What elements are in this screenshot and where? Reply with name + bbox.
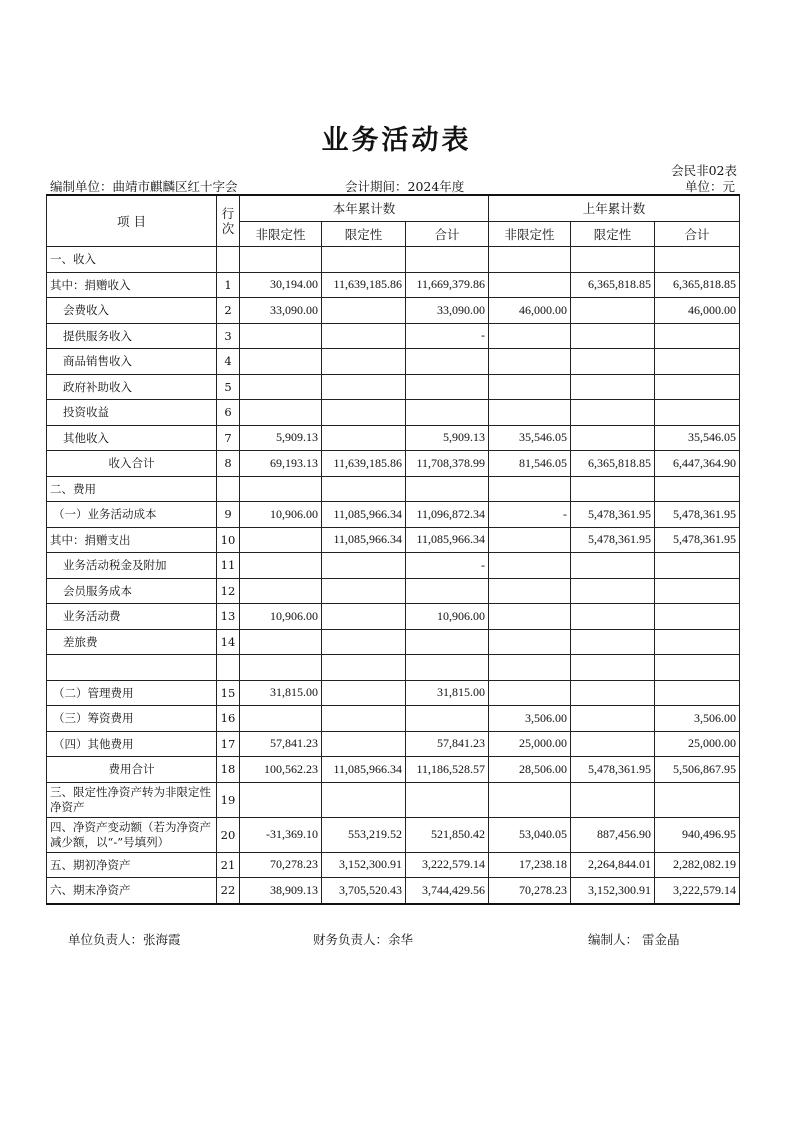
cell-cy-t: [406, 374, 489, 400]
cell-py-r: 5,478,361.95: [571, 502, 655, 528]
cell-cy-r: [322, 247, 406, 273]
report-title: 业务活动表: [321, 125, 472, 156]
cell-cy-u: 10,906.00: [240, 502, 322, 528]
cell-cy-t: 10,906.00: [406, 604, 489, 630]
cell-cy-t: -: [406, 553, 489, 579]
row-label: 四、净资产变动额（若为净资产减少额，以“-”号填列）: [47, 817, 217, 852]
cell-cy-u: 31,815.00: [240, 680, 322, 706]
cell-cy-u: [240, 374, 322, 400]
row-label: 三、限定性净资产转为非限定性净资产: [47, 782, 217, 817]
row-line-number: [217, 655, 240, 681]
row-label: 收入合计: [47, 451, 217, 477]
cell-cy-r: 553,219.52: [322, 817, 406, 852]
cell-py-r: [571, 553, 655, 579]
row-label: （二）管理费用: [47, 680, 217, 706]
table-row: [47, 476, 740, 502]
cell-cy-r: [322, 655, 406, 681]
cell-py-t: 2,282,082.19: [655, 852, 740, 878]
cell-cy-u: 69,193.13: [240, 451, 322, 477]
cell-cy-r: [322, 400, 406, 426]
cell-cy-t: [406, 655, 489, 681]
cell-py-u: 3,506.00: [489, 706, 571, 732]
row-label: 差旅费: [47, 629, 217, 655]
cell-py-u: 17,238.18: [489, 852, 571, 878]
table-row: [47, 782, 740, 817]
row-label: 二、费用: [47, 476, 217, 502]
cell-py-u: [489, 655, 571, 681]
cell-py-r: [571, 731, 655, 757]
cell-py-r: [571, 706, 655, 732]
row-line-number: 8: [217, 451, 240, 477]
cell-py-r: [571, 400, 655, 426]
table-row: [47, 247, 740, 273]
cell-cy-u: [240, 578, 322, 604]
cell-cy-r: [322, 680, 406, 706]
cell-py-t: [655, 629, 740, 655]
unit-label: 单位：元: [684, 179, 735, 194]
row-line-number: 2: [217, 298, 240, 324]
cell-py-r: 2,264,844.01: [571, 852, 655, 878]
cell-cy-t: -: [406, 323, 489, 349]
cell-cy-t: 11,669,379.86: [406, 272, 489, 298]
cell-cy-u: 5,909.13: [240, 425, 322, 451]
cell-py-r: [571, 298, 655, 324]
cell-py-t: [655, 247, 740, 273]
row-line-number: 15: [217, 680, 240, 706]
table-row: [47, 502, 740, 528]
cell-py-u: 46,000.00: [489, 298, 571, 324]
preparer: 编制人： 雷金晶: [588, 932, 680, 947]
cell-cy-t: 31,815.00: [406, 680, 489, 706]
row-line-number: 21: [217, 852, 240, 878]
cell-py-r: 887,456.90: [571, 817, 655, 852]
cell-py-u: [489, 527, 571, 553]
cell-py-u: [489, 578, 571, 604]
cell-cy-t: 57,841.23: [406, 731, 489, 757]
cell-cy-u: 10,906.00: [240, 604, 322, 630]
cell-py-u: [489, 782, 571, 817]
row-line-number: 4: [217, 349, 240, 375]
header-row-1: [47, 195, 740, 221]
form-code: 会民非02表: [671, 163, 737, 178]
table-row: [47, 425, 740, 451]
cell-py-t: [655, 604, 740, 630]
row-label: 商品销售收入: [47, 349, 217, 375]
cell-cy-r: [322, 553, 406, 579]
cell-cy-u: [240, 629, 322, 655]
row-line-number: 18: [217, 757, 240, 783]
cell-cy-t: 33,090.00: [406, 298, 489, 324]
row-line-number: 5: [217, 374, 240, 400]
cell-py-t: 3,506.00: [655, 706, 740, 732]
row-line-number: 7: [217, 425, 240, 451]
cell-py-t: 25,000.00: [655, 731, 740, 757]
row-line-number: 11: [217, 553, 240, 579]
cell-py-t: 5,478,361.95: [655, 502, 740, 528]
table-row: [47, 731, 740, 757]
row-label: 一、收入: [47, 247, 217, 273]
cell-py-r: [571, 604, 655, 630]
cell-cy-u: [240, 553, 322, 579]
row-label: （四）其他费用: [47, 731, 217, 757]
cell-py-t: 46,000.00: [655, 298, 740, 324]
table-row: [47, 553, 740, 579]
row-label: （一）业务活动成本: [47, 502, 217, 528]
cell-py-t: [655, 374, 740, 400]
row-line-number: 13: [217, 604, 240, 630]
cell-cy-t: 11,085,966.34: [406, 527, 489, 553]
row-label: 业务活动税金及附加: [47, 553, 217, 579]
table-row: [47, 374, 740, 400]
row-label: 六、期末净资产: [47, 878, 217, 904]
table-row: [47, 451, 740, 477]
table-row: [47, 629, 740, 655]
cell-py-u: [489, 349, 571, 375]
cell-cy-t: [406, 578, 489, 604]
table-row: [47, 655, 740, 681]
cell-py-r: [571, 680, 655, 706]
report-meta: [50, 177, 735, 193]
cell-py-r: 6,365,818.85: [571, 272, 655, 298]
cell-cy-r: [322, 374, 406, 400]
cell-py-u: [489, 629, 571, 655]
cell-py-t: [655, 680, 740, 706]
cell-cy-u: 38,909.13: [240, 878, 322, 904]
cell-cy-u: [240, 782, 322, 817]
finance-head: 财务负责人：余华: [313, 932, 414, 947]
row-label: 其中：捐赠收入: [47, 272, 217, 298]
cell-py-u: [489, 476, 571, 502]
cell-cy-r: [322, 323, 406, 349]
cell-py-t: [655, 476, 740, 502]
cell-py-u: 35,546.05: [489, 425, 571, 451]
cell-py-u: [489, 374, 571, 400]
cell-py-u: [489, 323, 571, 349]
row-label: 投资收益: [47, 400, 217, 426]
cell-py-t: [655, 553, 740, 579]
table-row: [47, 706, 740, 732]
row-line-number: 6: [217, 400, 240, 426]
cell-cy-t: [406, 782, 489, 817]
cell-cy-t: 11,186,528.57: [406, 757, 489, 783]
cell-cy-r: [322, 629, 406, 655]
cell-py-r: [571, 629, 655, 655]
row-label: 会费收入: [47, 298, 217, 324]
col-header-cy-total: 合计: [406, 221, 489, 247]
row-line-number: [217, 247, 240, 273]
cell-py-t: [655, 655, 740, 681]
cell-cy-r: [322, 298, 406, 324]
cell-cy-u: [240, 527, 322, 553]
signature-footer: [68, 930, 728, 946]
cell-py-r: [571, 578, 655, 604]
row-label: 政府补助收入: [47, 374, 217, 400]
cell-py-t: [655, 578, 740, 604]
cell-py-t: 35,546.05: [655, 425, 740, 451]
cell-py-t: [655, 323, 740, 349]
table-row: [47, 349, 740, 375]
period-label: 会计期间：2024年度: [345, 179, 465, 194]
row-label: （三）筹资费用: [47, 706, 217, 732]
cell-cy-t: [406, 706, 489, 732]
cell-py-u: 25,000.00: [489, 731, 571, 757]
row-label: 其中：捐赠支出: [47, 527, 217, 553]
cell-py-u: 28,506.00: [489, 757, 571, 783]
cell-py-t: [655, 349, 740, 375]
row-line-number: 20: [217, 817, 240, 852]
row-label: 业务活动费: [47, 604, 217, 630]
cell-cy-u: [240, 247, 322, 273]
col-header-line: 行次: [217, 195, 240, 247]
cell-py-r: 3,152,300.91: [571, 878, 655, 904]
cell-py-u: [489, 400, 571, 426]
cell-cy-u: 30,194.00: [240, 272, 322, 298]
cell-cy-t: 11,096,872.34: [406, 502, 489, 528]
cell-py-r: [571, 782, 655, 817]
row-line-number: 17: [217, 731, 240, 757]
row-label: 会员服务成本: [47, 578, 217, 604]
cell-py-t: 940,496.95: [655, 817, 740, 852]
cell-cy-t: [406, 476, 489, 502]
cell-cy-u: 100,562.23: [240, 757, 322, 783]
row-line-number: 12: [217, 578, 240, 604]
cell-py-r: [571, 323, 655, 349]
cell-cy-r: 11,085,966.34: [322, 757, 406, 783]
cell-cy-r: 11,085,966.34: [322, 527, 406, 553]
cell-py-t: 6,365,818.85: [655, 272, 740, 298]
cell-cy-r: [322, 782, 406, 817]
table-row: [47, 878, 740, 904]
activity-table: [46, 194, 740, 905]
table-row: [47, 757, 740, 783]
col-header-prior-year: 上年累计数: [489, 195, 740, 221]
col-header-py-total: 合计: [655, 221, 740, 247]
row-label: [47, 655, 217, 681]
row-label: 费用合计: [47, 757, 217, 783]
cell-py-r: 6,365,818.85: [571, 451, 655, 477]
cell-cy-t: 11,708,378.99: [406, 451, 489, 477]
cell-cy-r: 11,639,185.86: [322, 451, 406, 477]
cell-cy-t: 521,850.42: [406, 817, 489, 852]
cell-py-t: [655, 400, 740, 426]
cell-cy-t: 3,222,579.14: [406, 852, 489, 878]
cell-py-u: [489, 247, 571, 273]
cell-py-u: -: [489, 502, 571, 528]
cell-cy-r: [322, 425, 406, 451]
cell-cy-r: [322, 349, 406, 375]
row-line-number: [217, 476, 240, 502]
cell-cy-t: 3,744,429.56: [406, 878, 489, 904]
col-header-cy-restricted: 限定性: [322, 221, 406, 247]
table-row: [47, 272, 740, 298]
row-line-number: 3: [217, 323, 240, 349]
row-label: 提供服务收入: [47, 323, 217, 349]
table-row: [47, 578, 740, 604]
cell-cy-u: [240, 655, 322, 681]
cell-cy-t: [406, 629, 489, 655]
table-row: [47, 298, 740, 324]
table-row: [47, 817, 740, 852]
row-line-number: 10: [217, 527, 240, 553]
cell-py-t: [655, 782, 740, 817]
cell-cy-r: 11,085,966.34: [322, 502, 406, 528]
row-line-number: 22: [217, 878, 240, 904]
cell-cy-t: [406, 247, 489, 273]
cell-py-u: 53,040.05: [489, 817, 571, 852]
cell-py-r: 5,478,361.95: [571, 527, 655, 553]
cell-py-t: 6,447,364.90: [655, 451, 740, 477]
col-header-py-unrestricted: 非限定性: [489, 221, 571, 247]
cell-py-u: [489, 680, 571, 706]
col-header-cy-unrestricted: 非限定性: [240, 221, 322, 247]
table-row: [47, 527, 740, 553]
cell-cy-r: [322, 578, 406, 604]
cell-py-t: 5,478,361.95: [655, 527, 740, 553]
cell-py-u: 70,278.23: [489, 878, 571, 904]
cell-py-u: [489, 553, 571, 579]
cell-cy-r: [322, 731, 406, 757]
row-label: 其他收入: [47, 425, 217, 451]
table-row: [47, 852, 740, 878]
cell-py-t: 3,222,579.14: [655, 878, 740, 904]
table-row: [47, 604, 740, 630]
org-label: 编制单位：曲靖市麒麟区红十字会: [50, 179, 238, 194]
row-line-number: 16: [217, 706, 240, 732]
table-row: [47, 323, 740, 349]
cell-cy-t: [406, 400, 489, 426]
row-line-number: 1: [217, 272, 240, 298]
cell-cy-r: [322, 476, 406, 502]
cell-py-r: [571, 349, 655, 375]
unit-head: 单位负责人：张海霞: [68, 932, 181, 947]
cell-cy-r: 3,705,520.43: [322, 878, 406, 904]
cell-py-r: [571, 247, 655, 273]
row-line-number: 9: [217, 502, 240, 528]
cell-cy-r: 3,152,300.91: [322, 852, 406, 878]
row-label: 五、期初净资产: [47, 852, 217, 878]
cell-py-r: 5,478,361.95: [571, 757, 655, 783]
cell-cy-u: [240, 400, 322, 426]
table-row: [47, 680, 740, 706]
col-header-item: 项 目: [47, 195, 217, 247]
cell-py-u: 81,546.05: [489, 451, 571, 477]
cell-cy-r: [322, 706, 406, 732]
cell-py-u: [489, 272, 571, 298]
cell-cy-u: [240, 706, 322, 732]
cell-cy-r: [322, 604, 406, 630]
cell-py-t: 5,506,867.95: [655, 757, 740, 783]
cell-py-r: [571, 425, 655, 451]
row-line-number: 19: [217, 782, 240, 817]
cell-cy-u: -31,369.10: [240, 817, 322, 852]
cell-cy-u: 70,278.23: [240, 852, 322, 878]
col-header-py-restricted: 限定性: [571, 221, 655, 247]
cell-cy-r: 11,639,185.86: [322, 272, 406, 298]
row-line-number: 14: [217, 629, 240, 655]
cell-py-r: [571, 374, 655, 400]
cell-cy-u: 57,841.23: [240, 731, 322, 757]
table-row: [47, 400, 740, 426]
cell-py-r: [571, 655, 655, 681]
col-header-current-year: 本年累计数: [240, 195, 489, 221]
cell-py-u: [489, 604, 571, 630]
cell-cy-u: [240, 349, 322, 375]
cell-cy-u: 33,090.00: [240, 298, 322, 324]
cell-cy-u: [240, 323, 322, 349]
cell-cy-u: [240, 476, 322, 502]
cell-cy-t: [406, 349, 489, 375]
cell-py-r: [571, 476, 655, 502]
cell-cy-t: 5,909.13: [406, 425, 489, 451]
